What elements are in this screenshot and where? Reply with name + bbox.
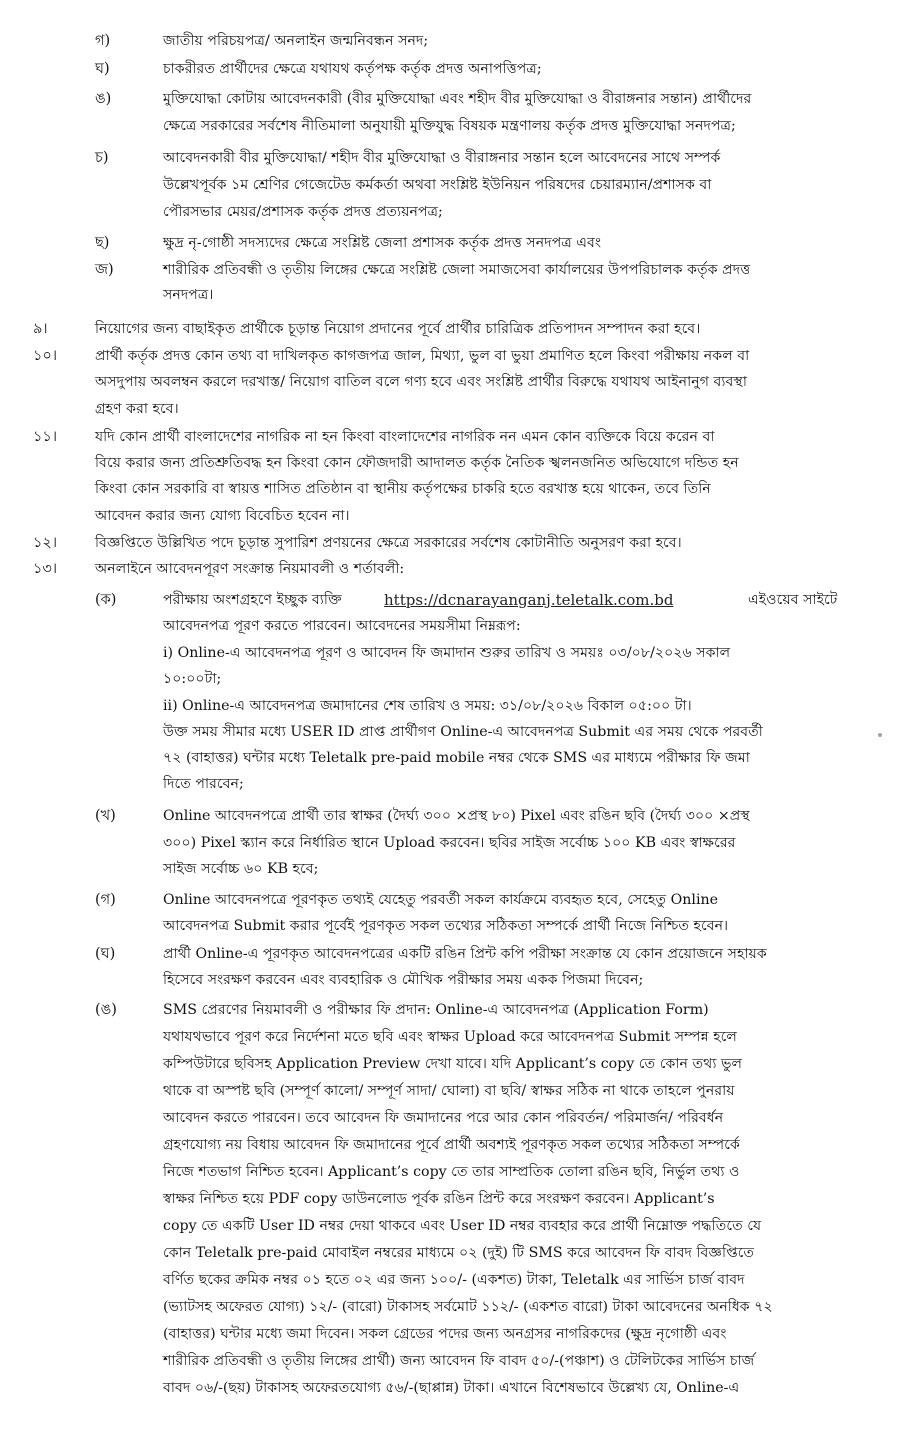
- item-label: (খ): [95, 808, 116, 824]
- item-text: ক্ষেত্রে সরকারের সর্বশেষ নীতিমালা অনুযায়ী মুক্তিযুদ্ধ বিষয়ক মন্ত্রণালয় কর্তৃক প্রদত্ত মুক্তিযোদ্ধা সনদপত্র;: [163, 118, 736, 134]
- item-text: Online আবেদনপত্রে প্রার্থী তার স্বাক্ষর (দৈর্ঘ্য ৩০০ ×প্রস্থ ৮০) Pixel এবং রঙিন ছবি (দৈর্ঘ্য ৩০০ ×প্রস্থ: [163, 808, 750, 824]
- scan-dot: [878, 733, 882, 737]
- item-text: আবেদনকারী বীর মুক্তিযোদ্ধা/ শহীদ বীর মুক্তিযোদ্ধা ও বীরাঙ্গনার সন্তান হলে আবেদনের সাথে সম্পর্ক: [163, 150, 721, 166]
- clause-text: যদি কোন প্রার্থী বাংলাদেশের নাগরিক না হন কিংবা বাংলাদেশের নাগরিক নন এমন কোন ব্যক্তিকে বিয়ে করেন বা: [95, 429, 715, 445]
- item-text: মুক্তিযোদ্ধা কোটায় আবেদনকারী (বীর মুক্তিযোদ্ধা এবং শহীদ বীর মুক্তিযোদ্ধা ও বীরাঙ্গনার সন্তান) প্রার্থীদের: [163, 91, 752, 107]
- clause-number: ১০।: [33, 348, 58, 364]
- item-text: নিজে শতভাগ নিশ্চিত হবেন। Applicant’s copy তে তার সাম্প্রতিক তোলা রঙিন ছবি, নির্ভুল তথ্য ও: [163, 1164, 740, 1180]
- item-text: কোন Teletalk pre-paid মোবাইল নম্বরের মাধ্যমে ০২ (দুই) টি SMS করে আবেদন ফি বাবদ বিজ্ঞপ্তিতে: [163, 1245, 755, 1261]
- item-text: জাতীয় পরিচয়পত্র/ অনলাইন জন্মনিবন্ধন সনদ;: [163, 33, 429, 49]
- item-label: (গ): [95, 892, 116, 908]
- clause-number: ৯।: [33, 321, 48, 337]
- website-link[interactable]: https://dcnarayanganj.teletalk.com.bd: [384, 591, 674, 609]
- item-label: চ): [95, 150, 109, 166]
- item-text: ৩০০) Pixel স্ক্যান করে নির্ধারিত স্থানে Upload করবেন। ছবির সাইজ সর্বোচ্চ ১০০ KB এবং স্বাক্ষরের: [163, 835, 736, 851]
- item-text: প্রার্থী Online-এ পূরণকৃত আবেদনপত্রের একটি রঙিন প্রিন্ট কপি পরীক্ষা সংক্রান্ত যে কোন প্রয়োজনে সহায়ক: [163, 946, 767, 962]
- clause-text: অনলাইনে আবেদনপূরণ সংক্রান্ত নিয়মাবলী ও শর্তাবলী:: [95, 561, 405, 577]
- clause-text: প্রার্থী কর্তৃক প্রদত্ত কোন তথ্য বা দাখিলকৃত কাগজপত্র জাল, মিথ্যা, ভুল বা ভুয়া প্রমাণিত হলে কিংবা পরীক্ষায় নকল বা: [95, 348, 750, 364]
- item-text: ii) Online-এ আবেদনপত্র জমাদানের শেষ তারিখ ও সময়: ৩১/০৮/২০২৬ বিকাল ০৫:০০ টা।: [163, 698, 692, 714]
- item-text: এইওয়েব সাইটে: [748, 592, 838, 608]
- item-text: উল্লেখপূর্বক ১ম শ্রেণির গেজেটেড কর্মকর্তা অথবা সংশ্লিষ্ট ইউনিয়ন পরিষদের চেয়ারম্যান/প্রশাসক বা: [163, 177, 712, 193]
- item-text: i) Online-এ আবেদনপত্র পূরণ ও আবেদন ফি জমাদান শুরুর তারিখ ও সময়ঃ ০৩/০৮/২০২৬ সকাল: [163, 645, 731, 661]
- clause-text: বিজ্ঞপ্তিতে উল্লিখিত পদে চূড়ান্ত সুপারিশ প্রণয়নের ক্ষেত্রে সরকারের সর্বশেষ কোটানীতি অনুসরণ করা হবে।: [95, 535, 682, 551]
- clause-text: অসদুপায় অবলম্বন করলে দরখাস্ত/ নিয়োগ বাতিল বলে গণ্য হবে এবং সংশ্লিষ্ট প্রার্থীর বিরুদ্ধে যথাযথ আইনানুগ ব্যবস্থা: [95, 374, 747, 390]
- item-text: SMS প্রেরণের নিয়মাবলী ও পরীক্ষার ফি প্রদান: Online-এ আবেদনপত্র (Application Form): [163, 1002, 709, 1018]
- item-text: আবেদনপত্র পূরণ করতে পারবেন। আবেদনের সময়সীমা নিম্নরূপ:: [163, 618, 521, 634]
- clause-text: নিয়োগের জন্য বাছাইকৃত প্রার্থীকে চূড়ান্ত নিয়োগ প্রদানের পূর্বে প্রার্থীর চারিত্রিক প্রতিপাদন সম্পাদন করা হবে।: [95, 321, 701, 337]
- item-text: আবেদন করতে পারবেন। তবে আবেদন ফি জমাদানের পরে আর কোন পরিবর্তন/ পরিমার্জন/ পরিবর্ধন: [163, 1110, 724, 1126]
- item-text: বর্ণিত ছকের ক্রমিক নম্বর ০১ হতে ০২ এর জন্য ১০০/- (একশত) টাকা, Teletalk এর সার্ভিস চার্জ বাবদ: [163, 1272, 745, 1288]
- item-text: (বাহাত্তর) ঘন্টার মধ্যে জমা দিবেন। সকল গ্রেডের পদের জন্য অনগ্রসর নাগরিকদের (ক্ষুদ্র নৃগোষ্ঠী এবং: [163, 1326, 727, 1342]
- clause-text: গ্রহণ করা হবে।: [95, 401, 179, 417]
- clause-number: ১৩।: [33, 561, 58, 577]
- item-text: দিতে পারবেন;: [163, 776, 244, 792]
- item-label: (ঙ): [95, 1002, 117, 1018]
- clause-text: আবেদন করার জন্য যোগ্য বিবেচিত হবেন না।: [95, 508, 350, 524]
- item-text: (ভ্যাটসহ অফেরত যোগ্য) ১২/- (বারো) টাকাসহ সর্বমোট ১১২/- (একশত বারো) টাকা আবেদনের অনধিক ৭২: [163, 1299, 773, 1315]
- item-label: (ক): [95, 592, 117, 608]
- item-label: ছ): [95, 235, 110, 251]
- item-label: জ): [95, 262, 114, 278]
- item-text: পরীক্ষায় অংশগ্রহণে ইচ্ছুক ব্যক্তি: [163, 592, 342, 608]
- clause-number: ১১।: [33, 429, 58, 445]
- item-text: উক্ত সময় সীমার মধ্যে USER ID প্রাপ্ত প্রার্থীগণ Online-এ আবেদনপত্র Submit এর সময় থেকে পরবর্তী: [163, 724, 763, 740]
- clause-text: কিংবা কোন সরকারি বা স্বায়ত্ত শাসিত প্রতিষ্ঠান বা স্থানীয় কর্তৃপক্ষের চাকরি হতে বরখাস্ত হয়ে থাকেন, তবে তিনি: [95, 481, 711, 497]
- item-text: শারীরিক প্রতিবন্ধী ও তৃতীয় লিঙ্গের প্রার্থী) জন্য আবেদন ফি বাবদ ৫০/-(পঞ্চাশ) ও টেলিটকের সার্ভিস চার্জ: [163, 1353, 755, 1369]
- item-text: স্বাক্ষর নিশ্চিত হয়ে PDF copy ডাউনলোড পূর্বক রঙিন প্রিন্ট করে সংরক্ষণ করবেন। Applicant’s: [163, 1191, 715, 1207]
- item-text: বাবদ ০৬/-(ছয়) টাকাসহ অফেরতযোগ্য ৫৬/-(ছাপ্পান্ন) টাকা। এখানে বিশেষভাবে উল্লেখ্য যে, Online-এ: [163, 1380, 740, 1396]
- item-label: ঙ): [95, 91, 112, 107]
- item-label: ঘ): [95, 61, 110, 77]
- clause-number: ১২।: [33, 535, 58, 551]
- item-text: সনদপত্র।: [163, 287, 214, 303]
- item-text: ১০:০০টা;: [163, 671, 222, 687]
- item-text: Online আবেদনপত্রে পূরণকৃত তথ্যই যেহেতু পরবর্তী সকল কার্যক্রমে ব্যবহৃত হবে, সেহেতু Online: [163, 892, 719, 908]
- item-text: শারীরিক প্রতিবন্ধী ও তৃতীয় লিঙ্গের ক্ষেত্রে সংশ্লিষ্ট জেলা সমাজসেবা কার্যালয়ের উপপরিচালক কর্তৃক প্রদত্ত: [163, 262, 751, 278]
- item-text: সাইজ সর্বোচ্চ ৬০ KB হবে;: [163, 861, 319, 877]
- item-text: পৌরসভার মেয়র/প্রশাসক কর্তৃক প্রদত্ত প্রত্যয়নপত্র;: [163, 204, 443, 220]
- item-text: চাকরীরত প্রার্থীদের ক্ষেত্রে যথাযথ কর্তৃপক্ষ কর্তৃক প্রদত্ত অনাপত্তিপত্র;: [163, 61, 542, 77]
- item-text: যথাযথভাবে পূরণ করে নির্দেশনা মতে ছবি এবং স্বাক্ষর Upload করে আবেদনপত্র Submit সম্পন্ন হলে: [163, 1029, 737, 1045]
- item-text: ৭২ (বাহাত্তর) ঘন্টার মধ্যে Teletalk pre-paid mobile নম্বর থেকে SMS এর মাধ্যমে পরীক্ষার ফি জমা: [163, 750, 750, 766]
- item-text: copy তে একটি User ID নম্বর দেয়া থাকবে এবং User ID নম্বর ব্যবহার করে প্রার্থী নিম্নোক্ত পদ্ধতিতে যে: [163, 1218, 762, 1234]
- item-text: গ্রহণযোগ্য নয় বিধায় আবেদন ফি জমাদানের পূর্বে প্রার্থী অবশ্যই পূরণকৃত সকল তথ্যের সঠিকতা সম্পর্কে: [163, 1137, 740, 1153]
- item-text: ক্ষুদ্র নৃ-গোষ্ঠী সদস্যদের ক্ষেত্রে সংশ্লিষ্ট জেলা প্রশাসক কর্তৃক প্রদত্ত সনদপত্র এবং: [163, 235, 602, 251]
- item-label: (ঘ): [95, 946, 116, 962]
- clause-text: বিয়ে করার জন্য প্রতিশ্রুতিবদ্ধ হন কিংবা কোন ফৌজদারী আদালত কর্তৃক নৈতিক স্খলনজনিত অভিযোগে দন্ডিত হন: [95, 455, 739, 471]
- item-text: কম্পিউটারে ছবিসহ Application Preview দেখা যাবে। যদি Applicant’s copy তে কোন তথ্য ভুল: [163, 1056, 743, 1072]
- item-text: হিসেবে সংরক্ষণ করবেন এবং ব্যবহারিক ও মৌখিক পরীক্ষার সময় একক পিজমা দিবেন;: [163, 972, 644, 988]
- item-text: থাকে বা অস্পষ্ট ছবি (সম্পূর্ণ কালো/ সম্পূর্ণ সাদা/ ঘোলা) বা ছবি/ স্বাক্ষর সঠিক না থাকে তাহলে পুনরায়: [163, 1083, 735, 1099]
- item-label: গ): [95, 33, 111, 49]
- item-text: আবেদনপত্র Submit করার পূর্বেই পূরণকৃত সকল তথ্যের সঠিকতা সম্পর্কে প্রার্থী নিজে নিশ্চিত হবেন।: [163, 918, 729, 934]
